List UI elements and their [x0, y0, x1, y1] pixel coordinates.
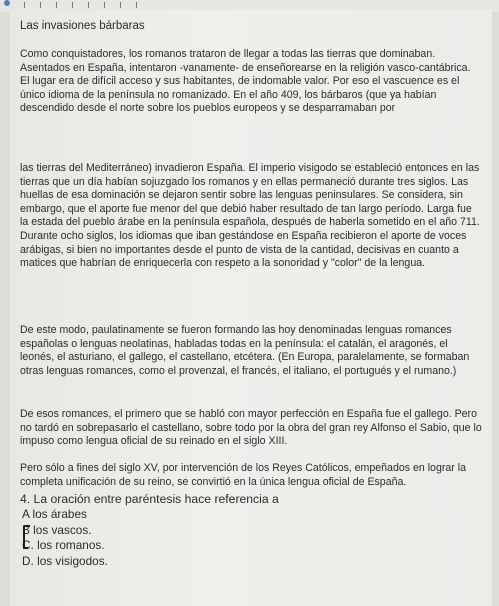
answer-option-a[interactable]: A los árabes — [22, 507, 87, 521]
paragraph-1: Como conquistadores, los romanos trataron de llegar a todas las tierras que dominaban. Asentados en España, intentaron -vanamente- de enseñorearse en la religión vasco-cantábrica. El lugar era de difícil acceso y sus habitantes, de indomable valor. Por eso el vascuence es el único idioma de la península no romanizado. En el año 409, los bárbaros (que ya habían descendido desde el norte sobre los pueblos europeos y se desparramaban por — [20, 48, 471, 115]
answer-option-c[interactable]: C. los romanos. — [22, 538, 105, 552]
question-text: 4. La oración entre paréntesis hace referencia a — [20, 492, 279, 506]
ruler-tick — [104, 2, 105, 8]
answer-option-d[interactable]: D. los visigodos. — [22, 554, 108, 568]
ruler-tick — [24, 2, 25, 8]
paragraph-2: las tierras del Mediterráneo) invadieron España. El imperio visigodo se estableció entonces en las tierras que un día habían sojuzgado los romanos y en ellas permaneció durante tres siglos. Las huellas de esa dominación se dejaron sentir sobre las lenguas peninsulares. Se considera, sin embargo, que el aporte fue menor del que debió haber resultado de tan largo período. Larga fue la estada del pueblo árabe en la península española, después de haberla sometido en el año 711. Durante ocho siglos, los idiomas que iban gestándose en España recibieron el aporte de voces arábigas, si bien no importantes desde el punto de vista de la cantidad, decisivas en cuanto a matices que habrían de enriquecerla con respeto a la sonoridad y "color" de la lengua. — [20, 162, 480, 270]
paragraph-4: De esos romances, el primero que se habló con mayor perfección en España fue el gallego. Pero no tardó en sobrepasarlo el castellano, sobre todo por la obra del gran rey Alfonso el Sabio, que lo impuso como lengua oficial de su reinado en el siglo XIII. — [20, 408, 482, 448]
paragraph-5: Pero sólo a fines del siglo XV, por intervención de los Reyes Católicos, empeñados en lograr la completa unificación de su reino, se convirtió en la única lengua oficial de España. — [20, 462, 466, 488]
document-title: Las invasiones bárbaras — [20, 20, 145, 32]
ruler-tick — [40, 2, 41, 8]
ruler-tick — [56, 2, 57, 8]
answer-option-b[interactable]: B los vascos. — [22, 523, 92, 537]
ruler-tick — [120, 2, 121, 8]
ruler-tick — [136, 2, 137, 8]
ruler-tick — [88, 2, 89, 8]
ruler-indent-marker[interactable] — [4, 0, 10, 6]
paragraph-3: De este modo, paulatinamente se fueron formando las hoy denominadas lenguas romances españolas o lenguas neolatinas, habladas todas en la península: el catalán, el aragonés, el leonés, el asturiano, el gallego, el castellano, etcétera. (En Europa, paralelamente, se formaban otras lenguas romances, como el provenzal, el francés, el italiano, el portugués y el rumano.) — [20, 324, 470, 377]
ruler-tick — [72, 2, 73, 8]
pen-mark-icon — [22, 524, 32, 550]
